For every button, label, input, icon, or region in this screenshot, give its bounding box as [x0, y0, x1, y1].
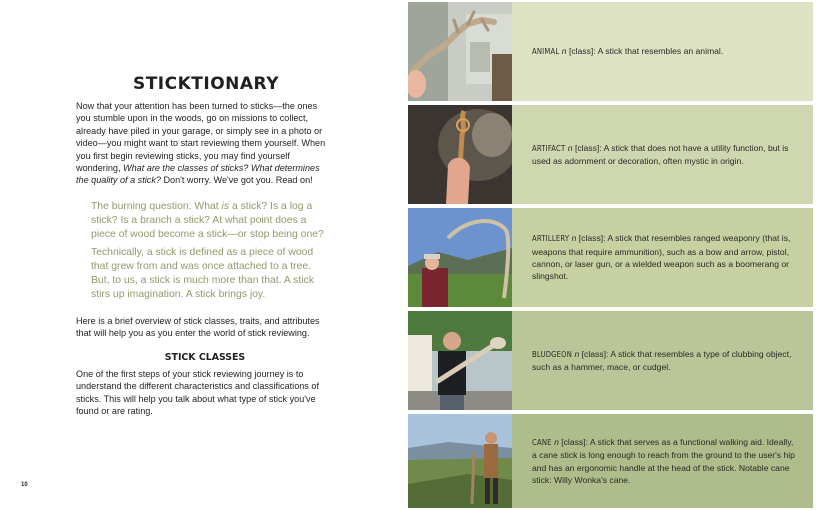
class-label: [class]: [581, 348, 609, 359]
term: ARTIFACT [532, 143, 566, 153]
quote1-text-1: The burning question: What [91, 201, 222, 212]
entry-artifact [408, 105, 813, 204]
intro-italic: What are the classes of sticks? What determines the quality of a stick? [76, 163, 320, 186]
definition-text [532, 45, 723, 58]
part-of-speech: n [567, 142, 573, 153]
entry-definition [512, 414, 813, 508]
definition-text [532, 232, 795, 282]
animal-stick-photo [408, 2, 512, 101]
entry-definition [512, 105, 813, 204]
entry-animal [408, 2, 813, 101]
intro-paragraph [76, 100, 334, 187]
definition-text [532, 348, 795, 374]
class-label: [class]: [578, 233, 606, 244]
class-label: [class]: [568, 45, 596, 56]
page-number: 10 [21, 482, 28, 488]
definition: A stick that resembles an animal. [597, 45, 724, 56]
entry-definition [512, 311, 813, 410]
intro-text-1: Now that your attention has been turned to sticks—the ones you stumble upon in the woods, go on missions to collect, already have piled in your garage, or simply see in a photo or video—you might want to start reviewing them yourself. When you first begin reviewing sticks, you may find yourself wondering, [76, 101, 326, 174]
definition-text [532, 436, 795, 486]
definition: A stick that serves as a functional walking aid. Ideally, a cane stick is long enough to reach from the ground to the user's hip and has an ergonomic handle at the head of the stick. Notable cane stick: Willy Wonka's cane. [532, 436, 795, 485]
definition: A stick that resembles a type of clubbing object, such as a hammer, mace, or cudgel. [532, 348, 792, 372]
term: ANIMAL [532, 46, 560, 56]
artifact-stick-photo [408, 105, 512, 204]
class-label: [class]: [574, 142, 602, 153]
stick-classes-heading: STICK CLASSES [164, 352, 246, 363]
definition-text [532, 142, 795, 168]
cane-stick-photo [408, 414, 512, 508]
pull-quote-question [91, 200, 331, 242]
entry-definition [512, 2, 813, 101]
stick-classes-paragraph: One of the first steps of your stick reviewing journey is to understand the different characteristics and classifications of sticks. This will help you talk about what type of stick you've found or are rating. [76, 369, 319, 417]
definition: A stick that resembles ranged weaponry (that is, weapons that require ammunition), such as a bow and arrow, pistol, cannon, or laser gun, or a wielded weapon such as a boomerang or slingshot. [532, 233, 791, 282]
overview-paragraph: Here is a brief overview of stick classes, traits, and attributes that will help you as you enter the world of stick reviewing. [76, 316, 320, 339]
intro-text-2: Don't worry. We've got you. Read on! [160, 175, 313, 186]
class-label: [class]: [561, 436, 588, 447]
artillery-stick-photo [408, 208, 512, 307]
right-page [408, 0, 819, 510]
quote1-text-2: a stick? Is a log a stick? Is a branch a stick? At what point does a piece of wood become a stick—or stop being one? [91, 201, 324, 240]
quote1-italic: is [221, 201, 230, 212]
part-of-speech: n [571, 233, 577, 244]
definition: A stick that does not have a utility function, but is used as adornment or decoration, often mystic in origin. [532, 142, 789, 166]
page-title: STICKTIONARY [132, 74, 280, 94]
term: BLUDGEON [532, 349, 573, 359]
part-of-speech: n [554, 436, 559, 447]
term: ARTILLERY [532, 234, 570, 244]
part-of-speech: n [561, 45, 567, 56]
term: CANE [532, 437, 552, 447]
bludgeon-stick-photo [408, 311, 512, 410]
entry-artillery [408, 208, 813, 307]
entry-cane [408, 414, 813, 508]
part-of-speech: n [574, 348, 580, 359]
left-page [0, 0, 408, 510]
pull-quote-definition: Technically, a stick is defined as a piece of wood that grew from and was once attached to a tree. But, to us, a stick is much more than that. A stick stirs up imagination. A stick brings joy. [91, 247, 314, 300]
entry-bludgeon [408, 311, 813, 410]
entry-definition [512, 208, 813, 307]
